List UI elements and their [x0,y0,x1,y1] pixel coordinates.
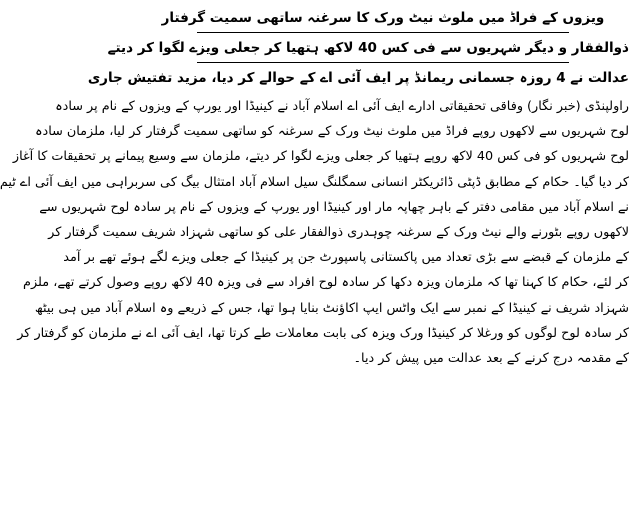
headline-divider [197,62,569,63]
article-line: کر سادہ لوح لوگوں کو ورغلا کر کینیڈا ورک ویزہ کی بابت معاملات طے کرتا تھا، ایف آئی اے نے ملزمان کو گرفتار کر [17,325,629,341]
article-body [0,94,629,371]
headline-block [87,6,629,90]
sub-headline-2: عدالت نے 4 روزہ جسمانی ریمانڈ پر ایف آئی اے کے حوالے کر دیا، مزید تفتیش جاری [87,70,629,86]
article-line: کر لئے، حکام کا کہنا تھا کہ ملزمان ویزہ دکھا کر سادہ لوح افراد سے فی ویزہ 40 لاکھ روپے وصول کرتے تھے، ملزم [23,275,629,291]
article-line: لوح شہریوں کو فی کس 40 لاکھ روپے ہتھیا کر جعلی ویزے لگوا کر دیتے، ملزمان سے وسیع پیمانے پر تحقیقات کا آغاز [12,149,629,165]
article-line: لوح شہریوں سے لاکھوں روپے فراڈ میں ملوث نیٹ ورک کے سرغنہ کو ساتھی سمیت گرفتار کر لیا، ملزمان سادہ [35,124,629,140]
sub-headline-1: ذوالفقار و دیگر شہریوں سے فی کس 40 لاکھ ہتھیا کر جعلی ویزے لگوا کر دیتے [107,40,629,56]
headline-divider [197,32,569,33]
article-line: کے مقدمہ درج کرنے کے بعد عدالت میں پیش کر دیا۔ [353,350,629,366]
article-line: شہزاد شریف نے کینیڈا کے نمبر سے ایک واٹس ایپ اکاؤنٹ بنایا ہوا تھا، جس کے ذریعے وہ اسلام آباد میں ہی بیٹھ [34,300,629,316]
main-headline: ویزوں کے فراڈ میں ملوث نیٹ ورک کا سرغنہ ساتھی سمیت گرفتار [161,10,605,26]
article-line: کر دیا گیا۔ حکام کے مطابق ڈپٹی ڈائریکٹر انسانی سمگلنگ سیل اسلام آباد امتثال بیگ کی سربراہی میں ایف آئی اے ٹیم [0,174,629,190]
article-line: لاکھوں روپے بٹورنے والے نیٹ ورک کے سرغنہ چوہدری ذوالفقار علی کو ساتھی شہزاد شریف سمیت گرفتار کر [48,224,629,240]
article-line: راولپنڈی (خبر نگار) وفاقی تحقیقاتی ادارے ایف آئی اے اسلام آباد نے کینیڈا اور یورپ کے ویزوں کے نام پر سادہ [55,99,629,114]
article-line: نے اسلام آباد میں مقامی دفتر کے باہر چھاپہ مار اور کینیڈا اور یورپ کے ویزوں کے نام پر سادہ لوح شہریوں سے [39,199,629,215]
article-line: کے ملزمان کے قبضے سے بڑی تعداد میں پاکستانی پاسپورٹ جن پر کینیڈا کے جعلی ویزے لگے ہوئے تھے بر آمد [63,250,629,266]
